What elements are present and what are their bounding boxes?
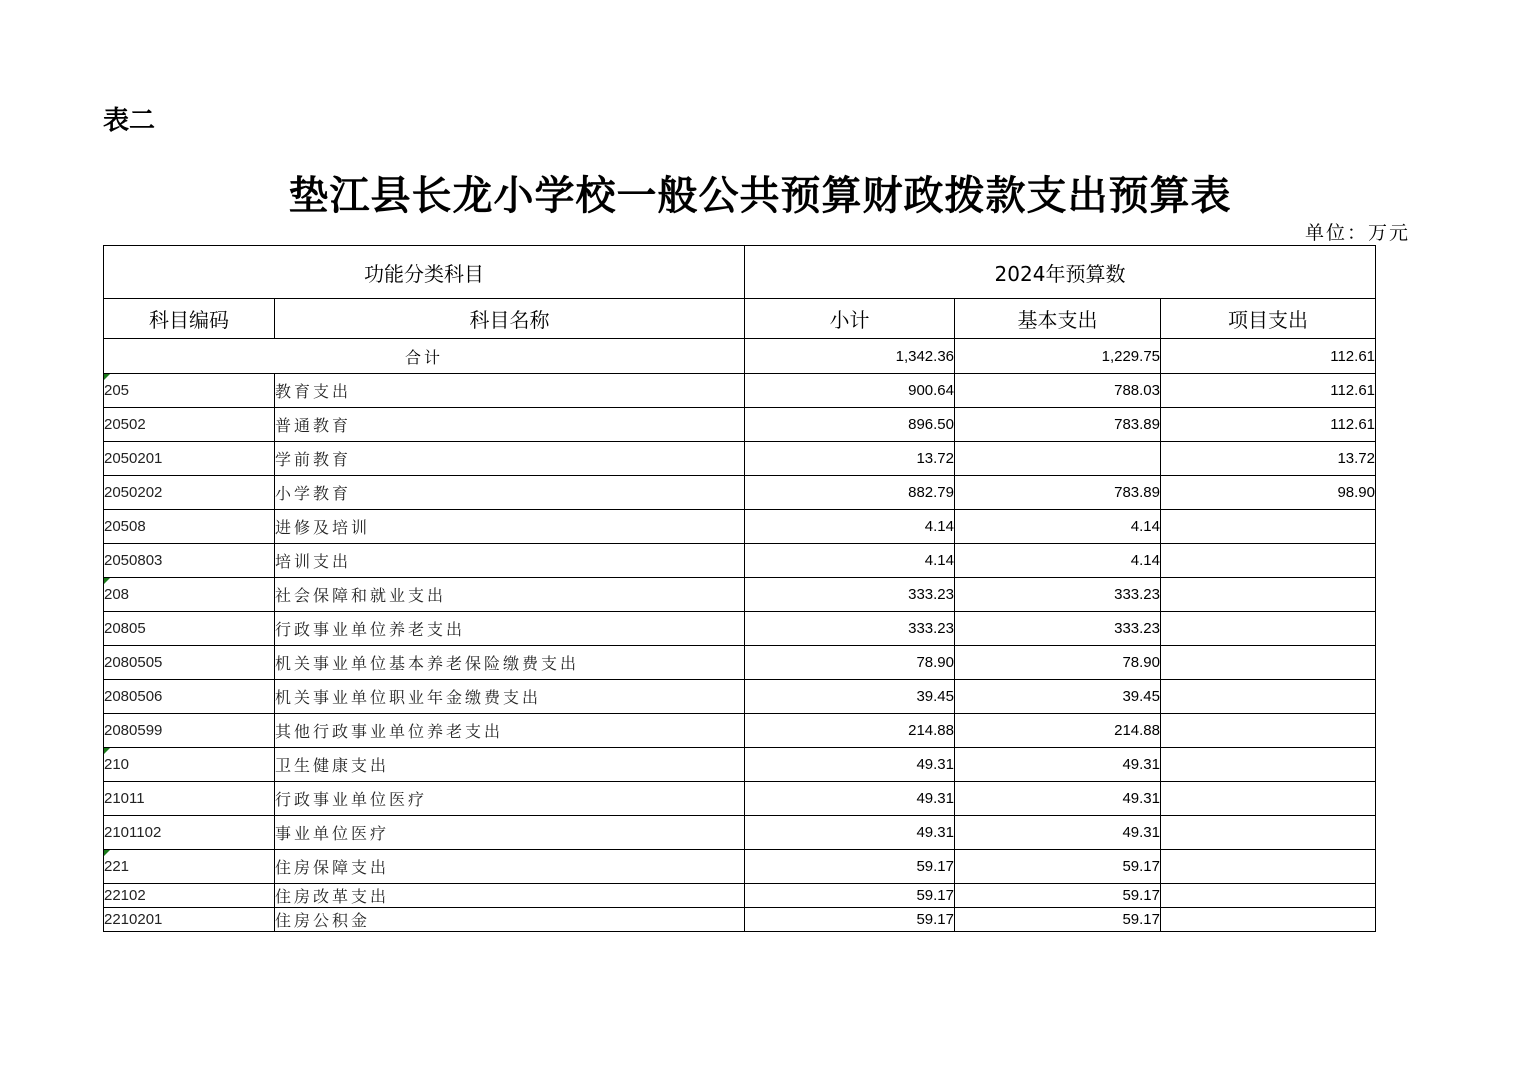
row-project [1161, 612, 1376, 646]
row-name: 教育支出 [275, 374, 745, 408]
row-code-text: 20508 [104, 518, 146, 535]
row-code [104, 816, 275, 850]
row-project [1161, 714, 1376, 748]
cell-marker-icon [104, 374, 110, 380]
table-row [104, 850, 1376, 884]
row-code [104, 850, 275, 884]
row-basic: 59.17 [955, 908, 1161, 932]
row-name: 培训支出 [275, 544, 745, 578]
row-subtotal: 4.14 [745, 510, 955, 544]
table-row [104, 748, 1376, 782]
column-header-row [104, 299, 1376, 339]
column-header-subtotal: 小计 [745, 299, 955, 339]
row-code-text: 20805 [104, 620, 146, 637]
row-name: 住房保障支出 [275, 850, 745, 884]
row-project [1161, 748, 1376, 782]
table-row [104, 612, 1376, 646]
row-code-text: 208 [104, 586, 130, 603]
row-subtotal: 900.64 [745, 374, 955, 408]
row-code [104, 510, 275, 544]
row-project: 112.61 [1161, 408, 1376, 442]
row-code [104, 408, 275, 442]
row-code-text: 2210201 [104, 911, 163, 928]
row-basic: 333.23 [955, 612, 1161, 646]
row-project [1161, 816, 1376, 850]
row-code-text: 20502 [104, 416, 146, 433]
table-row [104, 646, 1376, 680]
table-row [104, 408, 1376, 442]
row-code-text: 221 [104, 858, 130, 875]
table-row [104, 442, 1376, 476]
row-project [1161, 884, 1376, 908]
budget-table [103, 245, 1376, 932]
row-code-text: 22102 [104, 887, 146, 904]
total-row [104, 339, 1376, 374]
row-subtotal: 49.31 [745, 816, 955, 850]
row-subtotal: 59.17 [745, 884, 955, 908]
table-row [104, 816, 1376, 850]
cell-marker-icon [104, 578, 110, 584]
row-basic: 783.89 [955, 476, 1161, 510]
row-code [104, 714, 275, 748]
group-header-function: 功能分类科目 [104, 246, 745, 299]
table-row [104, 884, 1376, 908]
row-code-text: 2050202 [104, 484, 163, 501]
row-subtotal: 49.31 [745, 782, 955, 816]
row-basic: 39.45 [955, 680, 1161, 714]
row-name: 卫生健康支出 [275, 748, 745, 782]
row-subtotal: 214.88 [745, 714, 955, 748]
row-name: 机关事业单位职业年金缴费支出 [275, 680, 745, 714]
row-project: 13.72 [1161, 442, 1376, 476]
row-code [104, 374, 275, 408]
row-project: 98.90 [1161, 476, 1376, 510]
row-code-text: 210 [104, 756, 130, 773]
row-project [1161, 544, 1376, 578]
row-code [104, 908, 275, 932]
row-basic: 49.31 [955, 782, 1161, 816]
row-name: 机关事业单位基本养老保险缴费支出 [275, 646, 745, 680]
row-basic: 788.03 [955, 374, 1161, 408]
row-project [1161, 578, 1376, 612]
row-code [104, 612, 275, 646]
table-row [104, 374, 1376, 408]
row-basic [955, 442, 1161, 476]
table-row [104, 680, 1376, 714]
row-code [104, 476, 275, 510]
row-code [104, 544, 275, 578]
table-row [104, 544, 1376, 578]
row-code [104, 680, 275, 714]
row-project [1161, 782, 1376, 816]
row-basic: 783.89 [955, 408, 1161, 442]
row-code-text: 2050803 [104, 552, 163, 569]
row-code-text: 2080506 [104, 688, 163, 705]
row-code [104, 748, 275, 782]
column-header-code: 科目编码 [104, 299, 275, 339]
row-name: 其他行政事业单位养老支出 [275, 714, 745, 748]
row-basic: 78.90 [955, 646, 1161, 680]
row-name: 学前教育 [275, 442, 745, 476]
row-subtotal: 49.31 [745, 748, 955, 782]
table-row [104, 782, 1376, 816]
row-subtotal: 39.45 [745, 680, 955, 714]
row-basic: 333.23 [955, 578, 1161, 612]
row-name: 事业单位医疗 [275, 816, 745, 850]
row-name: 行政事业单位养老支出 [275, 612, 745, 646]
row-name: 进修及培训 [275, 510, 745, 544]
column-header-name: 科目名称 [275, 299, 745, 339]
row-code [104, 884, 275, 908]
row-name: 行政事业单位医疗 [275, 782, 745, 816]
row-name: 社会保障和就业支出 [275, 578, 745, 612]
total-label: 合计 [104, 339, 745, 374]
row-subtotal: 13.72 [745, 442, 955, 476]
row-subtotal: 882.79 [745, 476, 955, 510]
row-name: 普通教育 [275, 408, 745, 442]
column-header-project: 项目支出 [1161, 299, 1376, 339]
row-basic: 4.14 [955, 544, 1161, 578]
row-project [1161, 510, 1376, 544]
row-name: 住房公积金 [275, 908, 745, 932]
total-project: 112.61 [1161, 339, 1376, 374]
row-code-text: 205 [104, 382, 130, 399]
row-code [104, 442, 275, 476]
cell-marker-icon [104, 850, 110, 856]
row-subtotal: 333.23 [745, 578, 955, 612]
row-project [1161, 646, 1376, 680]
table-row [104, 510, 1376, 544]
row-project [1161, 680, 1376, 714]
row-subtotal: 896.50 [745, 408, 955, 442]
row-code [104, 782, 275, 816]
row-name: 小学教育 [275, 476, 745, 510]
row-subtotal: 78.90 [745, 646, 955, 680]
row-code-text: 2050201 [104, 450, 163, 467]
row-project [1161, 908, 1376, 932]
table-label: 表二 [103, 106, 156, 136]
row-code-text: 2101102 [104, 824, 162, 841]
unit-label: 单位：万元 [1304, 222, 1410, 244]
row-subtotal: 59.17 [745, 850, 955, 884]
row-subtotal: 4.14 [745, 544, 955, 578]
row-basic: 4.14 [955, 510, 1161, 544]
table-row [104, 578, 1376, 612]
row-code-text: 2080505 [104, 654, 163, 671]
row-subtotal: 333.23 [745, 612, 955, 646]
row-basic: 214.88 [955, 714, 1161, 748]
row-basic: 49.31 [955, 816, 1161, 850]
table-row [104, 714, 1376, 748]
row-basic: 49.31 [955, 748, 1161, 782]
row-basic: 59.17 [955, 884, 1161, 908]
row-basic: 59.17 [955, 850, 1161, 884]
cell-marker-icon [104, 748, 110, 754]
column-header-basic: 基本支出 [955, 299, 1161, 339]
page-title: 垫江县长龙小学校一般公共预算财政拨款支出预算表 [288, 172, 1232, 219]
table-row [104, 908, 1376, 932]
total-basic: 1,229.75 [955, 339, 1161, 374]
row-name: 住房改革支出 [275, 884, 745, 908]
row-code-text: 2080599 [104, 722, 163, 739]
row-subtotal: 59.17 [745, 908, 955, 932]
group-header-row [104, 246, 1376, 299]
row-code-text: 21011 [104, 790, 145, 807]
row-code [104, 646, 275, 680]
group-header-budget: 2024年预算数 [745, 246, 1376, 299]
table-row [104, 476, 1376, 510]
total-subtotal: 1,342.36 [745, 339, 955, 374]
row-code [104, 578, 275, 612]
row-project [1161, 850, 1376, 884]
row-project: 112.61 [1161, 374, 1376, 408]
